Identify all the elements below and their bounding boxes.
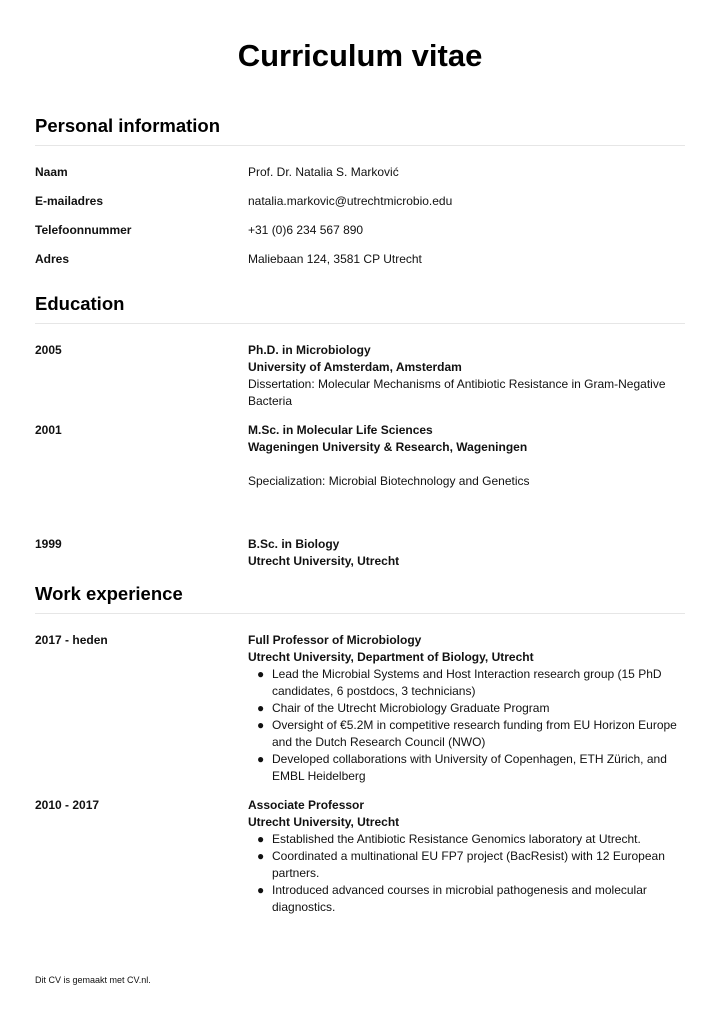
bullet-icon: ● xyxy=(257,667,265,681)
list-item xyxy=(248,882,685,916)
education-entry xyxy=(35,342,685,410)
work-bullet-list xyxy=(248,666,685,785)
row-label: Adres xyxy=(35,252,70,266)
education-degree: M.Sc. in Molecular Life Sciences xyxy=(248,423,433,437)
list-item-text: Established the Antibiotic Resistance Genomics laboratory at Utrecht. xyxy=(272,832,641,846)
list-item xyxy=(248,751,685,785)
list-item-text: Developed collaborations with University of Copenhagen, ETH Zürich, and EMBL Heidelberg xyxy=(272,752,667,783)
education-heading: Education xyxy=(35,293,125,314)
education-year: 2005 xyxy=(35,343,62,357)
list-item-text: Introduced advanced courses in microbial pathogenesis and molecular diagnostics. xyxy=(272,883,647,914)
personal-row-address xyxy=(35,251,685,268)
page-title: Curriculum vitae xyxy=(237,38,483,73)
bullet-icon: ● xyxy=(257,832,265,846)
education-section xyxy=(35,292,685,570)
row-value: Maliebaan 124, 3581 CP Utrecht xyxy=(248,252,422,266)
section-divider xyxy=(35,145,685,146)
education-year: 1999 xyxy=(35,537,62,551)
work-heading: Work experience xyxy=(35,583,183,604)
row-value: Prof. Dr. Natalia S. Marković xyxy=(248,165,399,179)
footer-credit: Dit CV is gemaakt met CV.nl. xyxy=(35,975,151,985)
list-item-text: Lead the Microbial Systems and Host Interaction research group (15 PhD candidates, 6 postdocs, 3 technicians) xyxy=(272,667,662,698)
education-institution: Wageningen University & Research, Wageningen xyxy=(248,440,528,454)
list-item xyxy=(248,717,685,751)
education-year: 2001 xyxy=(35,423,62,437)
section-divider xyxy=(35,613,685,614)
personal-row-name xyxy=(35,164,685,181)
work-employer: Utrecht University, Utrecht xyxy=(248,815,400,829)
work-period: 2010 - 2017 xyxy=(35,798,100,812)
section-divider xyxy=(35,323,685,324)
work-section xyxy=(35,582,685,916)
list-item xyxy=(248,848,685,882)
education-entry xyxy=(35,422,685,490)
bullet-icon: ● xyxy=(257,752,265,766)
personal-section xyxy=(35,114,685,268)
education-entry xyxy=(35,536,685,570)
bullet-icon: ● xyxy=(257,883,265,897)
work-role: Full Professor of Microbiology xyxy=(248,633,422,647)
row-label: Naam xyxy=(35,165,68,179)
personal-row-phone xyxy=(35,222,685,239)
list-item xyxy=(248,831,685,848)
list-item xyxy=(248,666,685,700)
row-label: E-mailadres xyxy=(35,194,104,208)
work-period: 2017 - heden xyxy=(35,633,108,647)
bullet-icon: ● xyxy=(257,718,265,732)
list-item-text: Coordinated a multinational EU FP7 project (BacResist) with 12 European partners. xyxy=(272,849,665,880)
bullet-icon: ● xyxy=(257,849,265,863)
education-detail: Specialization: Microbial Biotechnology and Genetics xyxy=(248,474,530,488)
work-entry xyxy=(35,797,685,916)
work-role: Associate Professor xyxy=(248,798,365,812)
personal-heading: Personal information xyxy=(35,115,221,136)
row-value: natalia.markovic@utrechtmicrobio.edu xyxy=(248,194,453,208)
education-detail: Dissertation: Molecular Mechanisms of Antibiotic Resistance in Gram-Negative Bacteria xyxy=(248,377,666,408)
education-institution: University of Amsterdam, Amsterdam xyxy=(248,360,462,374)
row-label: Telefoonnummer xyxy=(35,223,132,237)
list-item xyxy=(248,700,685,717)
list-item-text: Chair of the Utrecht Microbiology Graduate Program xyxy=(272,701,550,715)
list-item-text: Oversight of €5.2M in competitive research funding from EU Horizon Europe and the Dutch Research Council (NWO) xyxy=(272,718,677,749)
work-bullet-list xyxy=(248,831,685,916)
work-employer: Utrecht University, Department of Biology, Utrecht xyxy=(248,650,534,664)
personal-row-email xyxy=(35,193,685,210)
education-institution: Utrecht University, Utrecht xyxy=(248,554,400,568)
row-value: +31 (0)6 234 567 890 xyxy=(248,223,364,237)
bullet-icon: ● xyxy=(257,701,265,715)
work-entry xyxy=(35,632,685,785)
education-degree: Ph.D. in Microbiology xyxy=(248,343,371,357)
education-degree: B.Sc. in Biology xyxy=(248,537,340,551)
